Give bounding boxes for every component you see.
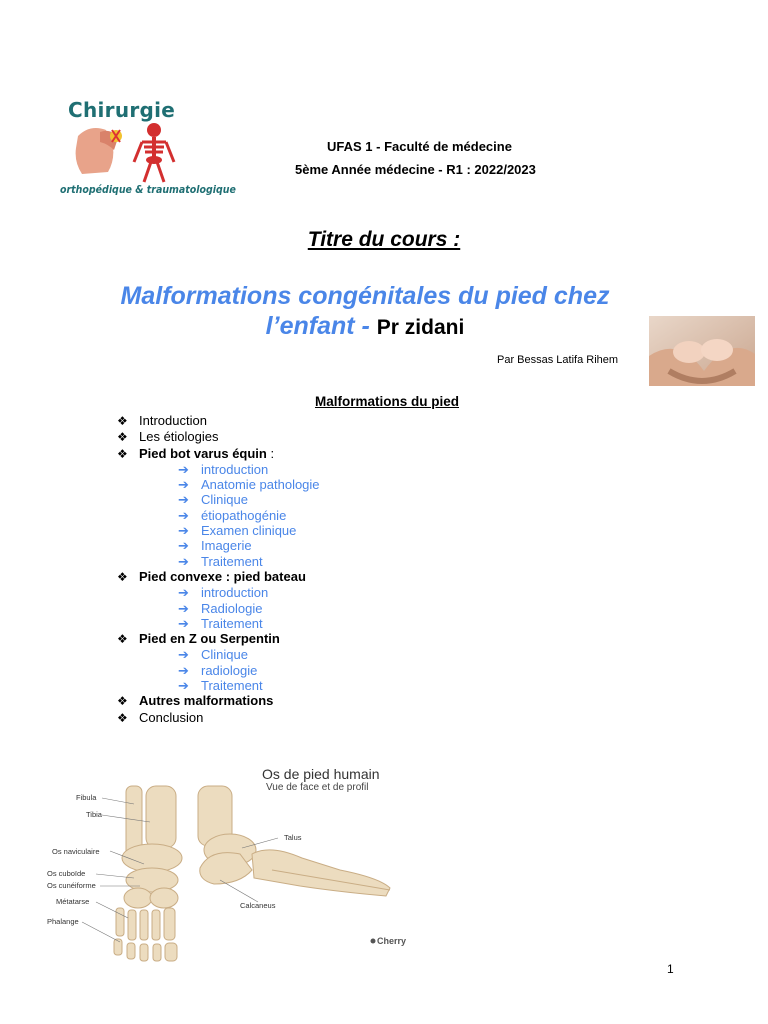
label-cuneiform: Os cunéiforme	[47, 881, 96, 890]
toc-subitem[interactable]: ➔ Traitement	[178, 615, 263, 631]
professor-name: Pr zidani	[376, 316, 465, 339]
label-tibia: Tibia	[86, 810, 102, 819]
arrow-right-icon: ➔	[178, 615, 189, 631]
cherry-logo	[371, 936, 407, 946]
toc-subitem[interactable]: ➔ Radiologie	[178, 600, 263, 616]
toc-subitem[interactable]: ➔ radiologie	[178, 662, 258, 678]
arrow-right-icon: ➔	[178, 507, 189, 523]
arrow-right-icon: ➔	[178, 662, 189, 678]
cherry-icon	[371, 939, 376, 944]
toc-subitem[interactable]: ➔ Clinique	[178, 647, 248, 663]
toc-item: ❖ Autres malformations	[117, 693, 274, 709]
toc-item: ❖ Pied en Z ou Serpentin	[117, 631, 280, 647]
arrow-right-icon: ➔	[178, 492, 189, 508]
logo	[60, 96, 236, 206]
author-line: Par Bessas Latifa Rihem	[497, 354, 619, 366]
arrow-right-icon: ➔	[178, 585, 189, 601]
course-title	[60, 281, 670, 343]
course-title-line1: Malformations congénitales du pied chez	[120, 282, 610, 310]
arrow-right-icon: ➔	[178, 461, 189, 477]
diamond-bullet-icon: ❖	[117, 710, 128, 725]
baby-feet-photo	[649, 316, 755, 386]
label-talus: Talus	[284, 833, 302, 842]
logo-subtitle: orthopédique & traumatologique	[60, 184, 236, 196]
toc-item: ❖ Conclusion	[117, 709, 204, 725]
label-fibula: Fibula	[76, 793, 97, 802]
cherry-brand: Cherry	[377, 936, 407, 946]
arrow-right-icon: ➔	[178, 538, 189, 554]
arrow-right-icon: ➔	[178, 477, 189, 493]
toc-item: ❖ Introduction	[117, 413, 207, 428]
arrow-right-icon: ➔	[178, 600, 189, 616]
year-line: 5ème Année médecine - R1 : 2022/2023	[295, 162, 536, 177]
figure-title: Os de pied humain	[262, 766, 380, 782]
subject-label: Titre du cours :	[307, 228, 461, 251]
logo-title: Chirurgie	[68, 98, 176, 122]
arrow-right-icon: ➔	[178, 553, 189, 569]
logo-illustration-icon	[72, 122, 182, 184]
toc-list	[117, 413, 320, 726]
arrow-right-icon: ➔	[178, 678, 189, 694]
toc-subitem[interactable]: ➔ Examen clinique	[178, 523, 297, 539]
toc-title: Malformations du pied	[314, 394, 459, 409]
toc-subitem[interactable]: ➔ Clinique	[178, 492, 248, 508]
toc-subitem[interactable]: ➔ Traitement	[178, 678, 263, 694]
arrow-right-icon: ➔	[178, 523, 189, 539]
label-navicular: Os naviculaire	[52, 847, 100, 856]
figure-subtitle: Vue de face et de profil	[266, 782, 369, 793]
toc-item: ❖ Les étiologies	[117, 429, 219, 445]
toc-subitem[interactable]: ➔ Imagerie	[178, 538, 252, 554]
label-metatarsal: Métatarse	[56, 897, 90, 906]
diamond-bullet-icon: ❖	[117, 414, 128, 428]
diamond-bullet-icon: ❖	[117, 632, 128, 647]
toc-subitem[interactable]: ➔ Anatomie pathologie	[178, 477, 320, 493]
diamond-bullet-icon: ❖	[117, 430, 128, 445]
page-number: 1	[667, 962, 674, 976]
diamond-bullet-icon: ❖	[117, 446, 128, 461]
faculty-line: UFAS 1 - Faculté de médecine	[327, 139, 512, 154]
label-cuboid: Os cuboïde	[47, 869, 86, 878]
foot-bones-figure	[40, 758, 440, 968]
toc-item: ❖ Pied convexe : pied bateau	[117, 568, 306, 584]
front-foot-illustration	[114, 786, 182, 961]
diamond-bullet-icon: ❖	[117, 694, 128, 709]
diamond-bullet-icon: ❖	[117, 569, 128, 584]
toc-subitem[interactable]: ➔ introduction	[178, 585, 269, 601]
course-title-line2: l’enfant -	[265, 312, 377, 340]
label-phalanx: Phalange	[47, 917, 79, 926]
arrow-right-icon: ➔	[178, 647, 189, 663]
toc-item: ❖ Pied bot varus équin :	[117, 445, 275, 461]
label-calcaneus: Calcaneus	[240, 901, 276, 910]
toc-subitem[interactable]: ➔ Traitement	[178, 553, 263, 569]
toc-subitem[interactable]: ➔ introduction	[178, 461, 269, 477]
toc-subitem[interactable]: ➔ étiopathogénie	[178, 507, 287, 523]
